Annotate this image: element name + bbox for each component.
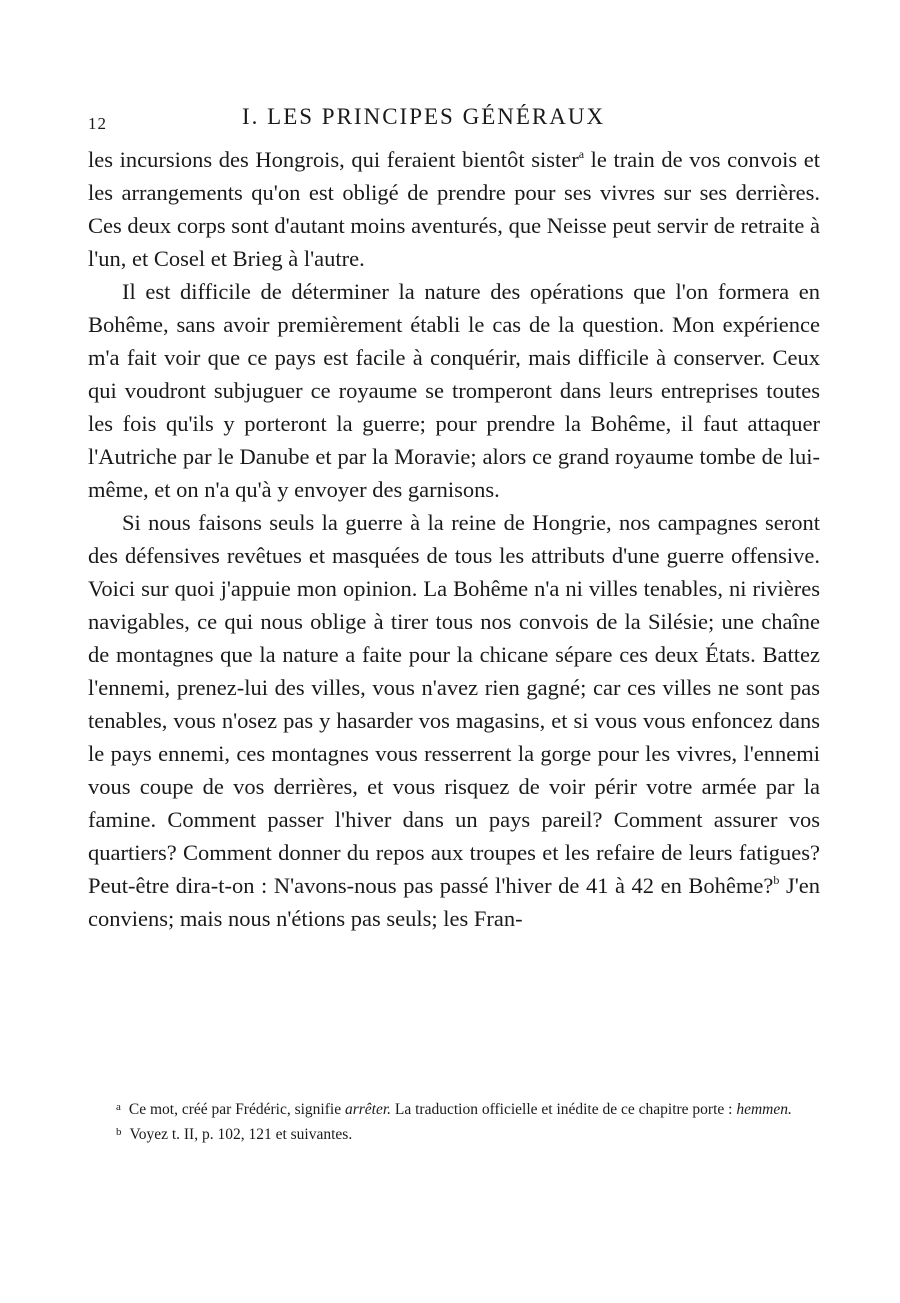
paragraph-1-text-b: le train de vos convois et les arrangements qu'on est obligé de prendre pour ses vivres sur ses derrières. Ces deux corps sont d'autant moins aventurés, que Neisse peut servir de retraite à l'un, et Cosel et Brieg à l'autre. (88, 147, 820, 271)
page-header (88, 104, 820, 138)
footnotes (88, 1096, 820, 1146)
footnote-a-text-1: Ce mot, créé par Frédéric, signifie (128, 1101, 345, 1118)
running-title: I. LES PRINCIPES GÉNÉRAUX (242, 104, 606, 129)
footnote-a-text-2: La traduction officielle et inédite de ce chapitre porte : (391, 1101, 737, 1118)
paragraph-1-text-a: les incursions des Hongrois, qui feraient bientôt sister (88, 147, 579, 172)
footnote-a (88, 1096, 820, 1121)
footnote-b-text: Voyez t. II, p. 102, 121 et suivantes. (129, 1126, 353, 1143)
page-number: 12 (88, 114, 107, 133)
footnote-b (88, 1121, 820, 1146)
paragraph-3-text-a: Si nous faisons seuls la guerre à la reine de Hongrie, nos campagnes seront des défensives revêtues et masquées de tous les attributs d'une guerre offensive. Voici sur quoi j'appuie mon opinion. La Bohême n'a ni villes tenables, ni rivières navigables, ce qui nous oblige à tirer tous nos convois de la Silésie; une chaîne de montagnes que la nature a faite pour la chicane sépare ces deux États. Battez l'ennemi, prenez-lui des villes, vous n'avez rien gagné; car ces villes ne sont pas tenables, vous n'osez pas y hasarder vos magasins, et si vous vous enfoncez dans le pays ennemi, ces montagnes vous resserrent la gorge pour les vivres, l'ennemi vous coupe de vos derrières, et vous risquez de voir périr votre armée par la famine. Comment passer l'hiver dans un pays pareil? Comment assurer vos quartiers? Comment donner du repos aux troupes et les refaire de leurs fatigues? Peut-être dira-t-on : N'avons-nous pas passé l'hiver de 41 à 42 en Bohême? (88, 510, 820, 898)
footnote-a-italic-1: arrêter. (344, 1101, 392, 1118)
footnote-b-mark: b (116, 1126, 122, 1138)
main-text (88, 143, 820, 935)
footnote-ref-b: b (773, 873, 780, 887)
paragraph-3 (88, 506, 820, 935)
footnote-a-mark: a (116, 1101, 121, 1113)
paragraph-2: Il est difficile de déterminer la nature des opérations que l'on formera en Bohême, sans avoir premièrement établi le cas de la question. Mon expérience m'a fait voir que ce pays est facile à conquérir, mais difficile à conserver. Ceux qui voudront subjuguer ce royaume se tromperont dans leurs entreprises toutes les fois qu'ils y porteront la guerre; pour prendre la Bohême, il faut attaquer l'Autriche par le Danube et par la Moravie; alors ce grand royaume tombe de lui-même, et on n'a qu'à y envoyer des garnisons. (88, 279, 820, 502)
paragraph-3-text-b: J'en conviens; mais nous n'étions pas seuls; les Fran- (88, 873, 820, 931)
paragraph-1 (88, 143, 820, 275)
footnote-a-italic-2: hemmen. (736, 1101, 792, 1118)
footnote-ref-a: a (578, 147, 585, 161)
